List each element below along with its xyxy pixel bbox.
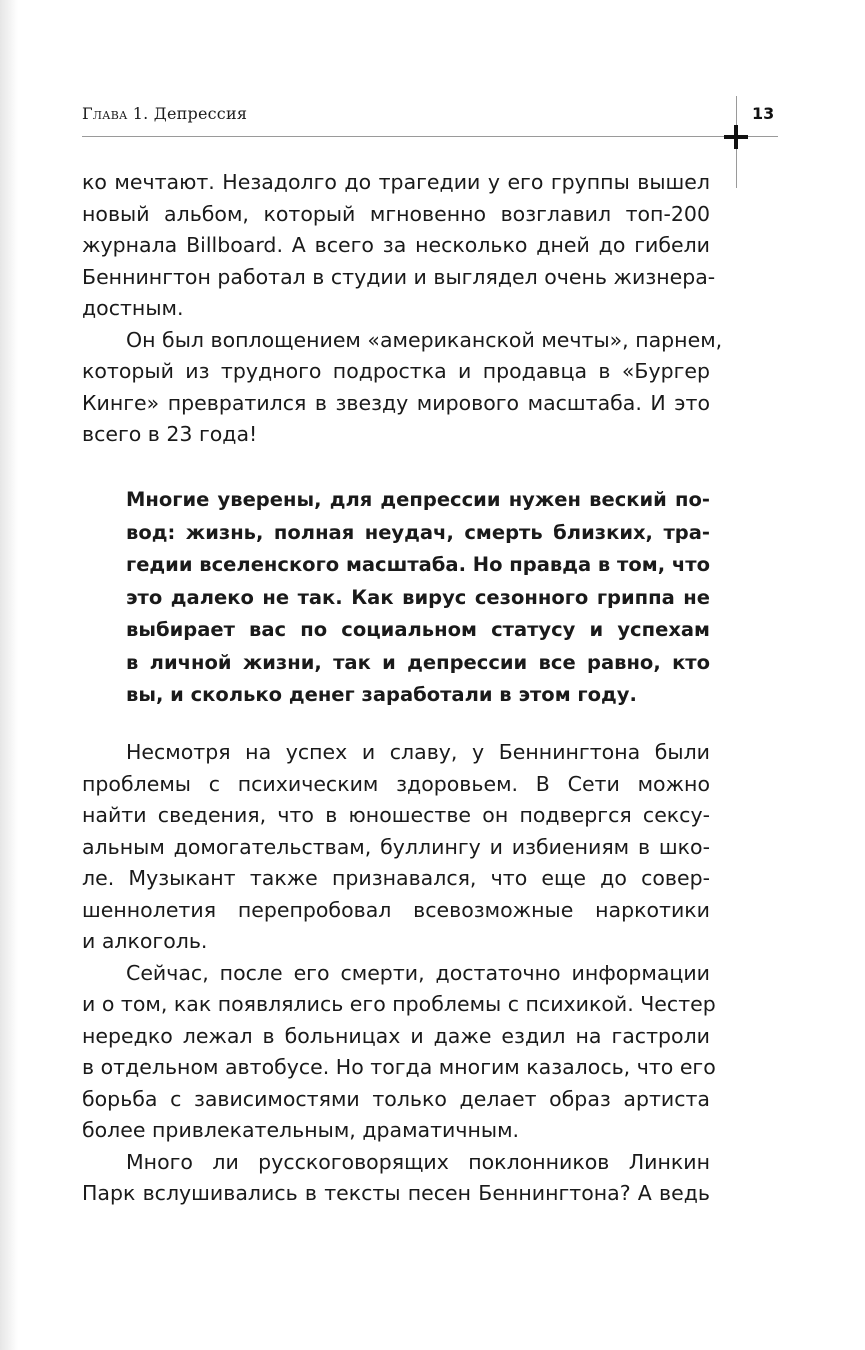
quote-line: вод: жизнь, полная неудач, смерть близких, тра- [126, 520, 710, 544]
text-line: ле. Музыкант также признавался, что еще до совер- [82, 866, 710, 890]
text-line: Сейчас, после его смерти, достаточно информации [126, 960, 710, 985]
quote-line: Многие уверены, для депрессии нужен веский по- [126, 488, 710, 511]
text-line: достным. [82, 296, 184, 320]
quote-line: вы, и сколько денег заработали в этом году. [126, 683, 637, 706]
chapter-title: Депрессия [153, 104, 248, 123]
paragraph-5 [82, 1147, 710, 1210]
page-number: 13 [752, 104, 775, 123]
quote-line: это далеко не так. Как вирус сезонного гриппа не [126, 585, 710, 609]
quote-line: гедии вселенского масштаба. Но правда в том, что [126, 553, 710, 576]
running-head [82, 104, 247, 123]
paragraph-3 [82, 737, 710, 958]
text-block-top [82, 167, 723, 451]
paragraph-4 [82, 958, 716, 1147]
text-line: проблемы с психическим здоровьем. В Сети можно [82, 771, 710, 796]
quote-line: в личной жизни, так и депрессии все равно, кто [126, 650, 710, 674]
text-line: который из трудного подростка и продавца в «Бургер [82, 359, 710, 383]
text-line: Он был воплощением «американской мечты», парнем, [126, 327, 723, 352]
text-line: нередко лежал в больницах и даже ездил на гастроли [82, 1023, 710, 1048]
chapter-label: Глава 1. [82, 104, 149, 123]
paragraph-1 [82, 167, 716, 325]
text-line: Парк вслушивались в тексты песен Беннингтона? А ведь [82, 1181, 710, 1205]
text-line: Несмотря на успех и славу, у Беннингтона были [126, 740, 710, 764]
text-line: Кинге» превратился в звезду мирового масштаба. И это [82, 390, 710, 415]
highlighted-quote [126, 484, 710, 712]
text-line: Беннингтон работал в студии и выглядел очень жизнера- [82, 264, 716, 289]
quote-line: выбирает вас по социальном статусу и успехам [126, 618, 710, 641]
text-line: и о том, как появлялись его проблемы с психикой. Честер [82, 992, 716, 1016]
text-line: журнала Billboard. А всего за несколько дней до гибели [82, 233, 710, 257]
text-line: всего в 23 года! [82, 422, 258, 446]
text-line: в отдельном автобусе. Но тогда многим казалось, что его [82, 1055, 716, 1079]
text-line: более привлекательным, драматичным. [82, 1118, 520, 1142]
text-line: и алкоголь. [82, 929, 208, 953]
text-line: новый альбом, который мгновенно возглавил топ-200 [82, 201, 710, 226]
text-line: шеннолетия перепробовал всевозможные наркотики [82, 897, 710, 922]
text-line: альным домогательствам, буллингу и избиениям в шко- [82, 834, 710, 859]
crop-cross-icon [724, 125, 748, 149]
text-line: ко мечтают. Незадолго до трагедии у его группы вышел [82, 170, 710, 194]
paragraph-2 [82, 325, 723, 451]
header-rule [82, 136, 778, 137]
text-line: Много ли русскоговорящих поклонников Линкин [126, 1149, 710, 1174]
text-line: найти сведения, что в юношестве он подвергся сексу- [82, 803, 710, 827]
text-line: борьба с зависимостями только делает образ артиста [82, 1086, 710, 1111]
page-gutter-shadow [0, 0, 18, 1350]
text-block-bottom [82, 737, 716, 1210]
